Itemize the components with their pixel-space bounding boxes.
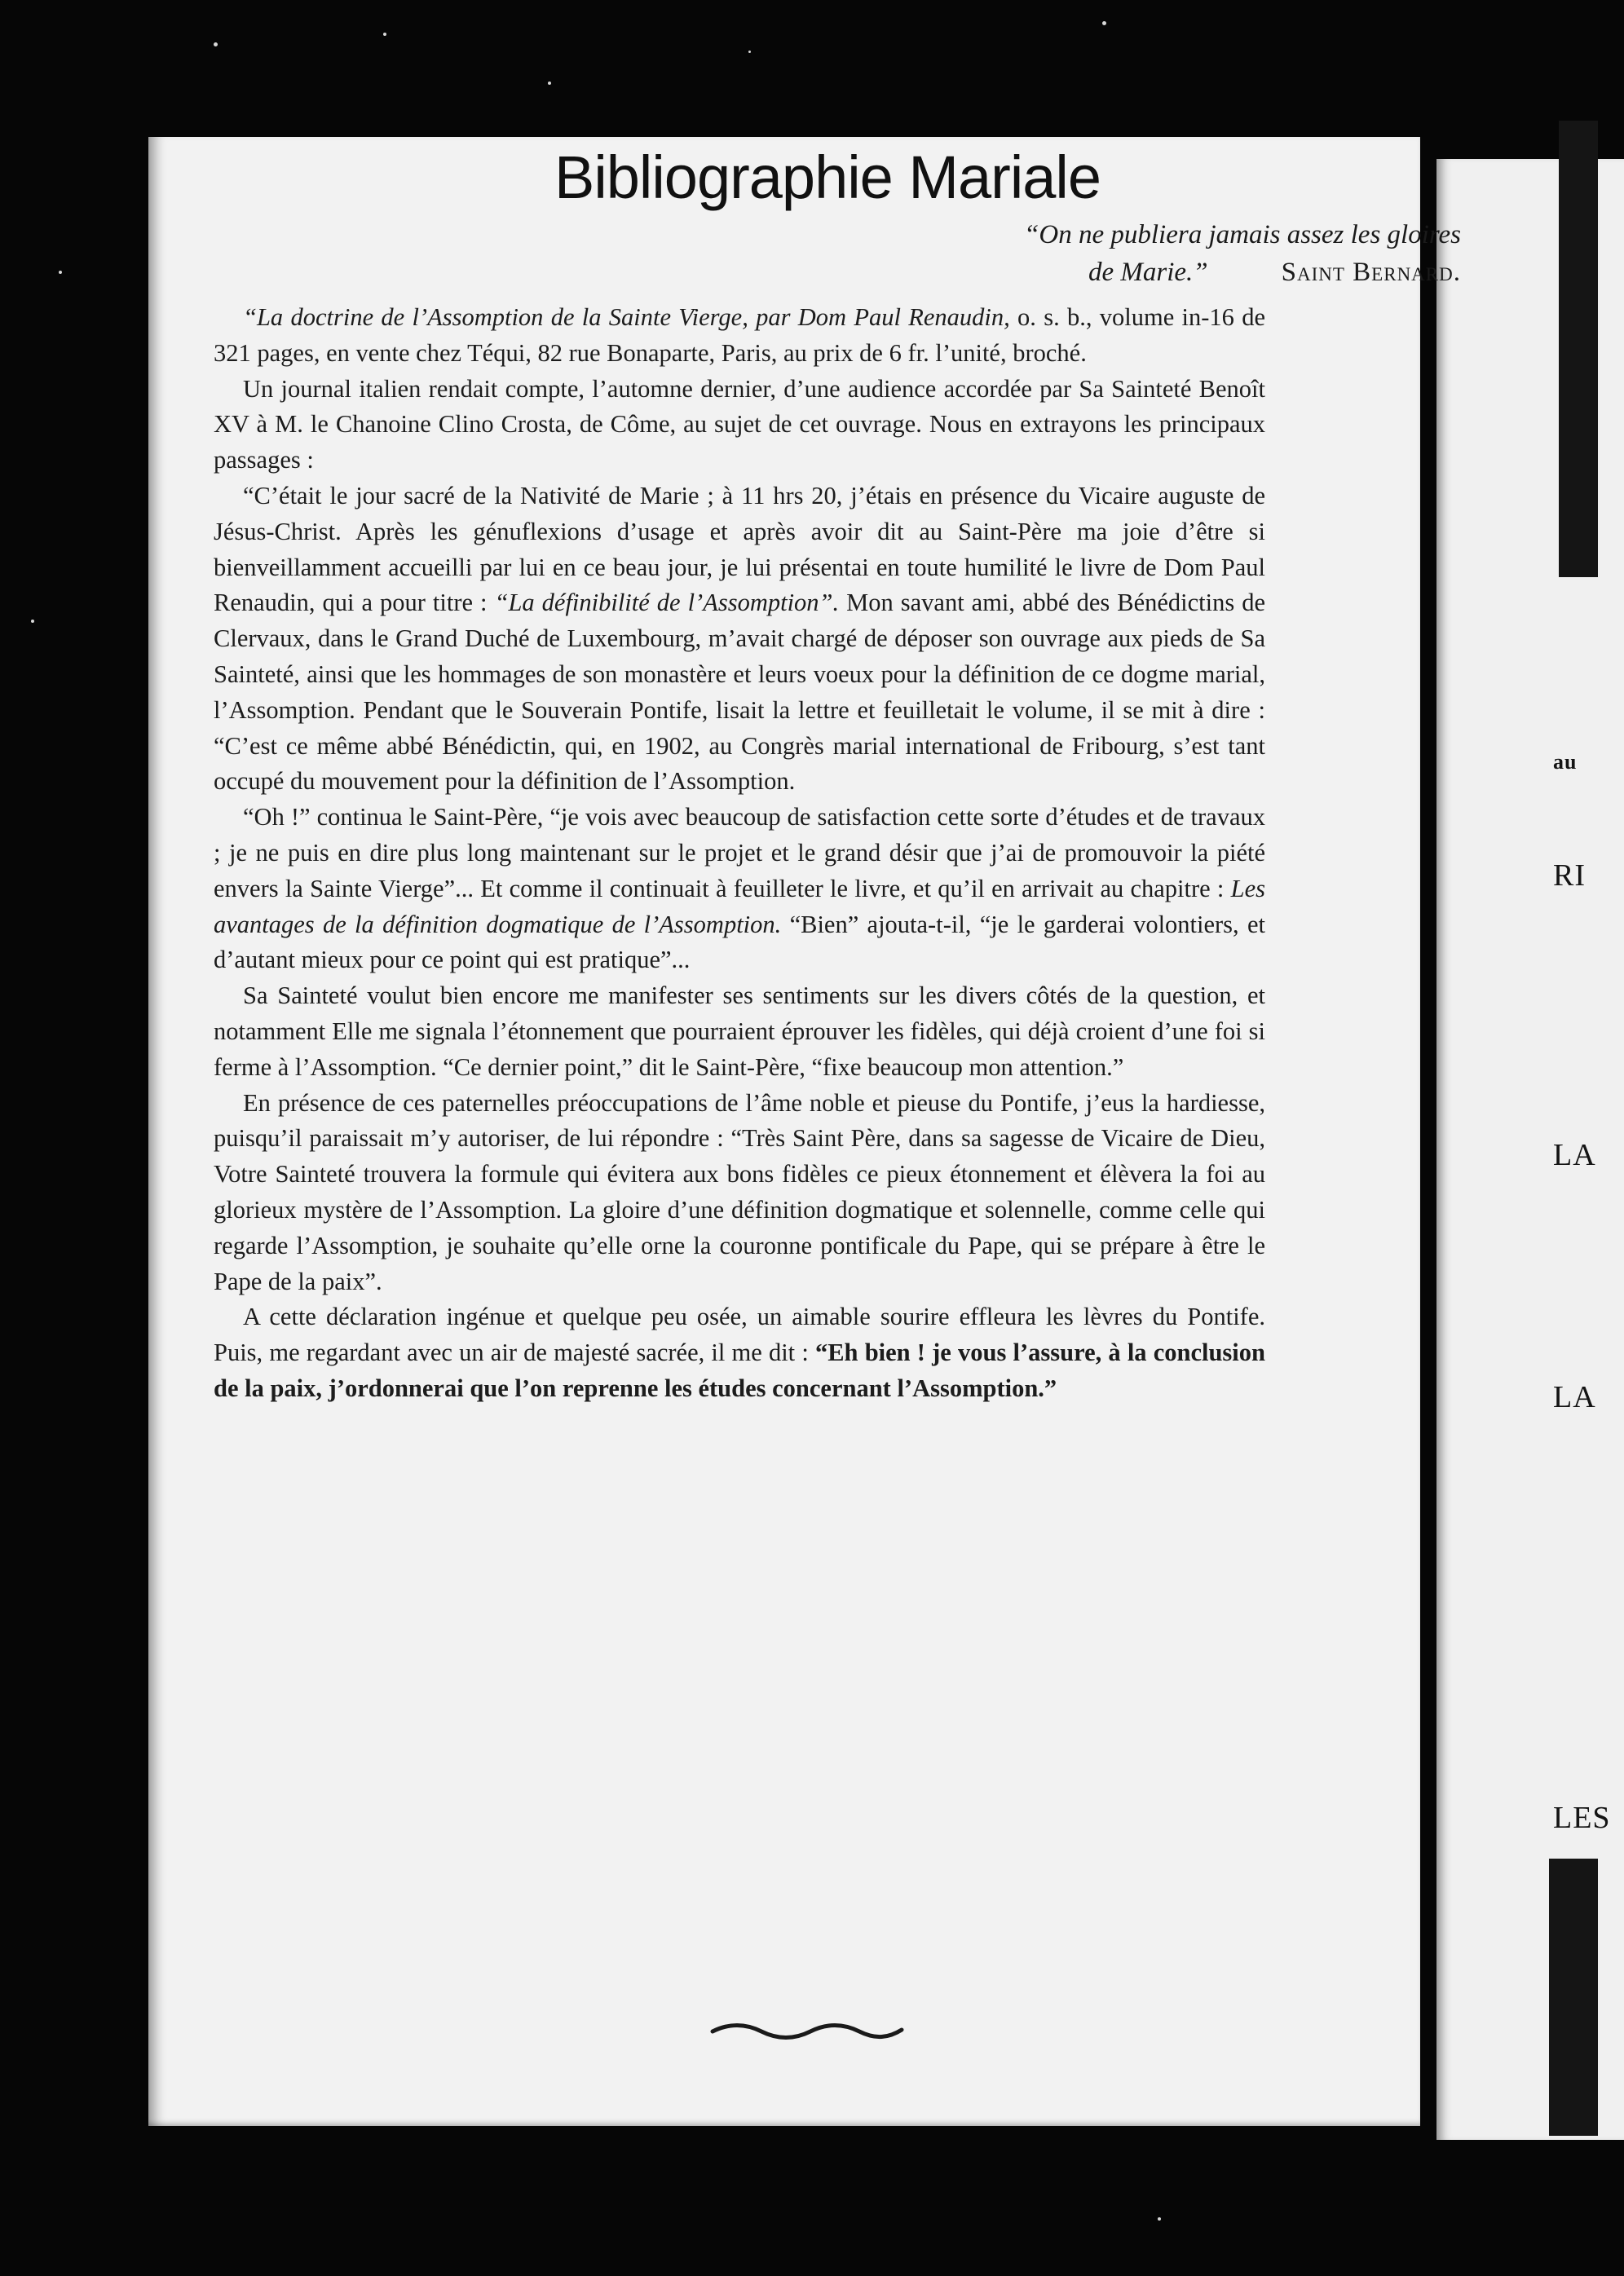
chapter-title: Les avantages de la définition dogmatique de l’Assomption. <box>214 874 1265 938</box>
book-details: o. s. b., volume in-16 de 321 pages, en vente chez Téqui, 82 rue Bonaparte, Paris, au prix de 6 fr. l’unité, broché. <box>214 303 1265 367</box>
film-speck <box>1158 2217 1161 2221</box>
paragraph: Un journal italien rendait compte, l’automne dernier, d’une audience accordée par Sa Sainteté Benoît XV à M. le Chanoine Clino Crosta, de Côme, au sujet de cet ouvrage. Nous en extrayons les principaux passages : <box>214 374 1265 474</box>
adjacent-page-edge <box>1549 1859 1598 2136</box>
adjacent-page-fragment: au <box>1553 750 1578 774</box>
epigraph-quote-end: de Marie.” <box>1088 258 1208 287</box>
paragraph-text: “Oh !” continua le Saint-Père, “je vois avec beaucoup de satisfaction cette sorte d’études et de travaux ; je ne puis en dire plus long maintenant sur le projet et le grand désir que j’ai de promouvoir la piété envers la Sainte Vierge”... Et comme il continuait à feuilleter le livre, et qu’il en arrivait au chapitre : <box>214 803 1265 902</box>
paragraph: En présence de ces paternelles préoccupations de l’âme noble et pieuse du Pontife, j’eus la hardiesse, puisqu’il paraissait m’y autoriser, de lui répondre : “Très Saint Père, dans sa sagesse de Vicaire de Dieu, Votre Sainteté trouvera la formule qui évitera aux bons fidèles ce pieux étonnement et élèvera la foi au glorieux mystère de l’Assomption. La gloire d’une définition dogmatique et solennelle, comme celle qui regarde l’Assomption, je souhaite qu’elle orne la couronne pontificale du Pape, qui se prépare à être le Pape de la paix”. <box>214 1088 1265 1295</box>
wavy-line-ornament-icon <box>709 2018 905 2041</box>
film-speck <box>383 33 386 36</box>
page-title: Bibliographie Mariale <box>554 143 1101 211</box>
papal-promise: “Eh bien ! je vous l’assure, à la conclusion de la paix, j’ordonnerai que l’on reprenne les études concernant l’Assomption.” <box>214 1339 1265 1402</box>
epigraph-quote-line: “On ne publiera jamais assez les gloires <box>1024 220 1461 249</box>
adjacent-page-fragment: LA <box>1553 1380 1596 1414</box>
adjacent-page-fragment: LA <box>1553 1138 1596 1172</box>
film-speck <box>214 42 218 46</box>
quoted-title: “La définibilité de l’Assomption”. <box>494 589 840 617</box>
paragraph-text: “Bien” ajouta-t-il, “je le garderai volontiers, et d’autant mieux pour ce point qui est pratique”... <box>214 910 1265 974</box>
paragraph <box>214 479 1265 800</box>
film-speck <box>748 51 751 53</box>
film-speck <box>59 271 62 274</box>
paragraph <box>214 800 1265 978</box>
paragraph <box>214 1299 1265 1406</box>
paragraph: Sa Sainteté voulut bien encore me manifester ses sentiments sur les divers côtés de la question, et notamment Elle me signala l’étonnement que pourraient éprouver les fidèles, qui déjà croient d’une foi si ferme à l’Assomption. “Ce dernier point,” dit le Saint-Père, “fixe beaucoup mon attention.” <box>214 981 1265 1081</box>
paragraph-text: A cette déclaration ingénue et quelque peu osée, un aimable sourire effleura les lèvres du Pontife. Puis, me regardant avec un air de majesté sacrée, il me dit : <box>214 1303 1265 1367</box>
film-speck <box>1102 21 1106 25</box>
film-speck <box>31 620 34 623</box>
epigraph <box>1024 216 1461 291</box>
book-title: “La doctrine de l’Assomption de la Sainte Vierge, par Dom Paul Renaudin, <box>243 303 1010 331</box>
epigraph-attribution: Saint Bernard. <box>1281 258 1461 287</box>
paragraph-text: Mon savant ami, abbé des Bénédictins de Clervaux, dans le Grand Duché de Luxembourg, m’avait chargé de déposer son ouvrage aux pieds de Sa Sainteté, ainsi que les hommages de son monastère et leurs voeux pour la définition de ce dogme marial, l’Assomption. Pendant que le Souverain Pontife, lisait la lettre et feuilletait le volume, il se mit à dire : “C’est ce même abbé Bénédictin, qui, en 1902, au Congrès marial international de Fribourg, s’est tant occupé du mouvement pour la définition de l’Assomption. <box>214 589 1265 796</box>
adjacent-page-fragment: RI <box>1553 858 1586 893</box>
paragraph-text: “C’était le jour sacré de la Nativité de Marie ; à 11 hrs 20, j’étais en présence du Vicaire auguste de Jésus-Christ. Après les génuflexions d’usage et après avoir dit au Saint-Père ma joie d’être si bienveillamment accueilli par lui en ce beau jour, je lui présentai en toute humilité le livre de Dom Paul Renaudin, qui a pour titre : <box>214 481 1265 617</box>
article-body <box>214 300 1265 1407</box>
book-citation <box>214 300 1265 372</box>
film-speck <box>548 82 551 85</box>
adjacent-page-fragment: LES <box>1553 1801 1611 1835</box>
epigraph-second-line <box>1024 254 1461 291</box>
